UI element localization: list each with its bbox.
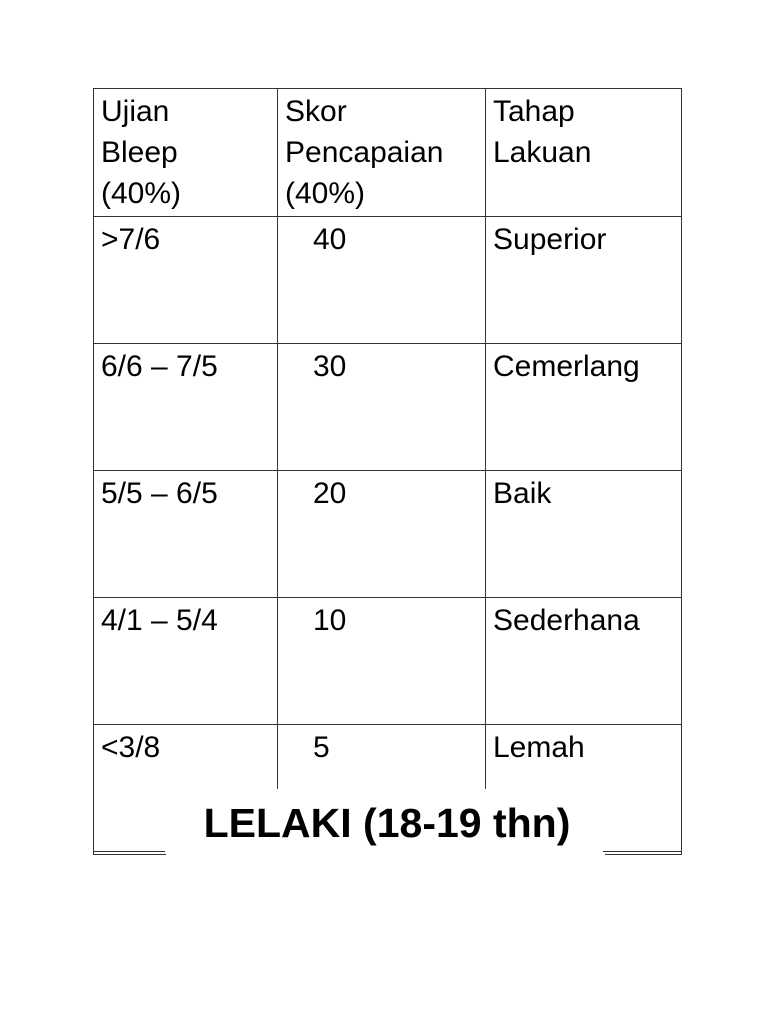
header-cell-ujian-bleep (94, 89, 278, 217)
bleep-range-cell: >7/6 (94, 217, 278, 344)
score-cell: 30 (278, 344, 486, 471)
fitness-score-table (93, 88, 682, 852)
category-title: LELAKI (18-19 thn) (203, 800, 571, 846)
header-ujian-line3: (40%) (101, 177, 182, 210)
bleep-range-cell: 5/5 – 6/5 (94, 471, 278, 598)
score-cell: 5 (278, 725, 486, 852)
bleep-range-cell: 4/1 – 5/4 (94, 598, 278, 725)
table-row (94, 471, 682, 598)
header-skor-line3: (40%) (285, 177, 366, 210)
level-cell: Lemah (486, 725, 682, 852)
table-footer (93, 789, 681, 854)
level-cell: Superior (486, 217, 682, 344)
header-skor-line2: Pencapaian (285, 136, 444, 169)
header-ujian-line1: Ujian (101, 95, 170, 128)
header-skor-line1: Skor (285, 95, 347, 128)
header-tahap-line2: Lakuan (493, 136, 592, 169)
level-cell: Cemerlang (486, 344, 682, 471)
score-cell: 20 (278, 471, 486, 598)
level-cell: Baik (486, 471, 682, 598)
bleep-range-cell: <3/8 (94, 725, 278, 852)
header-cell-skor-pencapaian (278, 89, 486, 217)
table-row (94, 344, 682, 471)
header-cell-tahap-lakuan (486, 89, 682, 217)
header-ujian-line2: Bleep (101, 136, 178, 169)
level-cell: Sederhana (486, 598, 682, 725)
score-cell: 40 (278, 217, 486, 344)
header-tahap-line1: Tahap (493, 95, 575, 128)
score-cell: 10 (278, 598, 486, 725)
table-row (94, 598, 682, 725)
bleep-range-cell: 6/6 – 7/5 (94, 344, 278, 471)
table-row (94, 217, 682, 344)
table-header-row (94, 89, 682, 217)
